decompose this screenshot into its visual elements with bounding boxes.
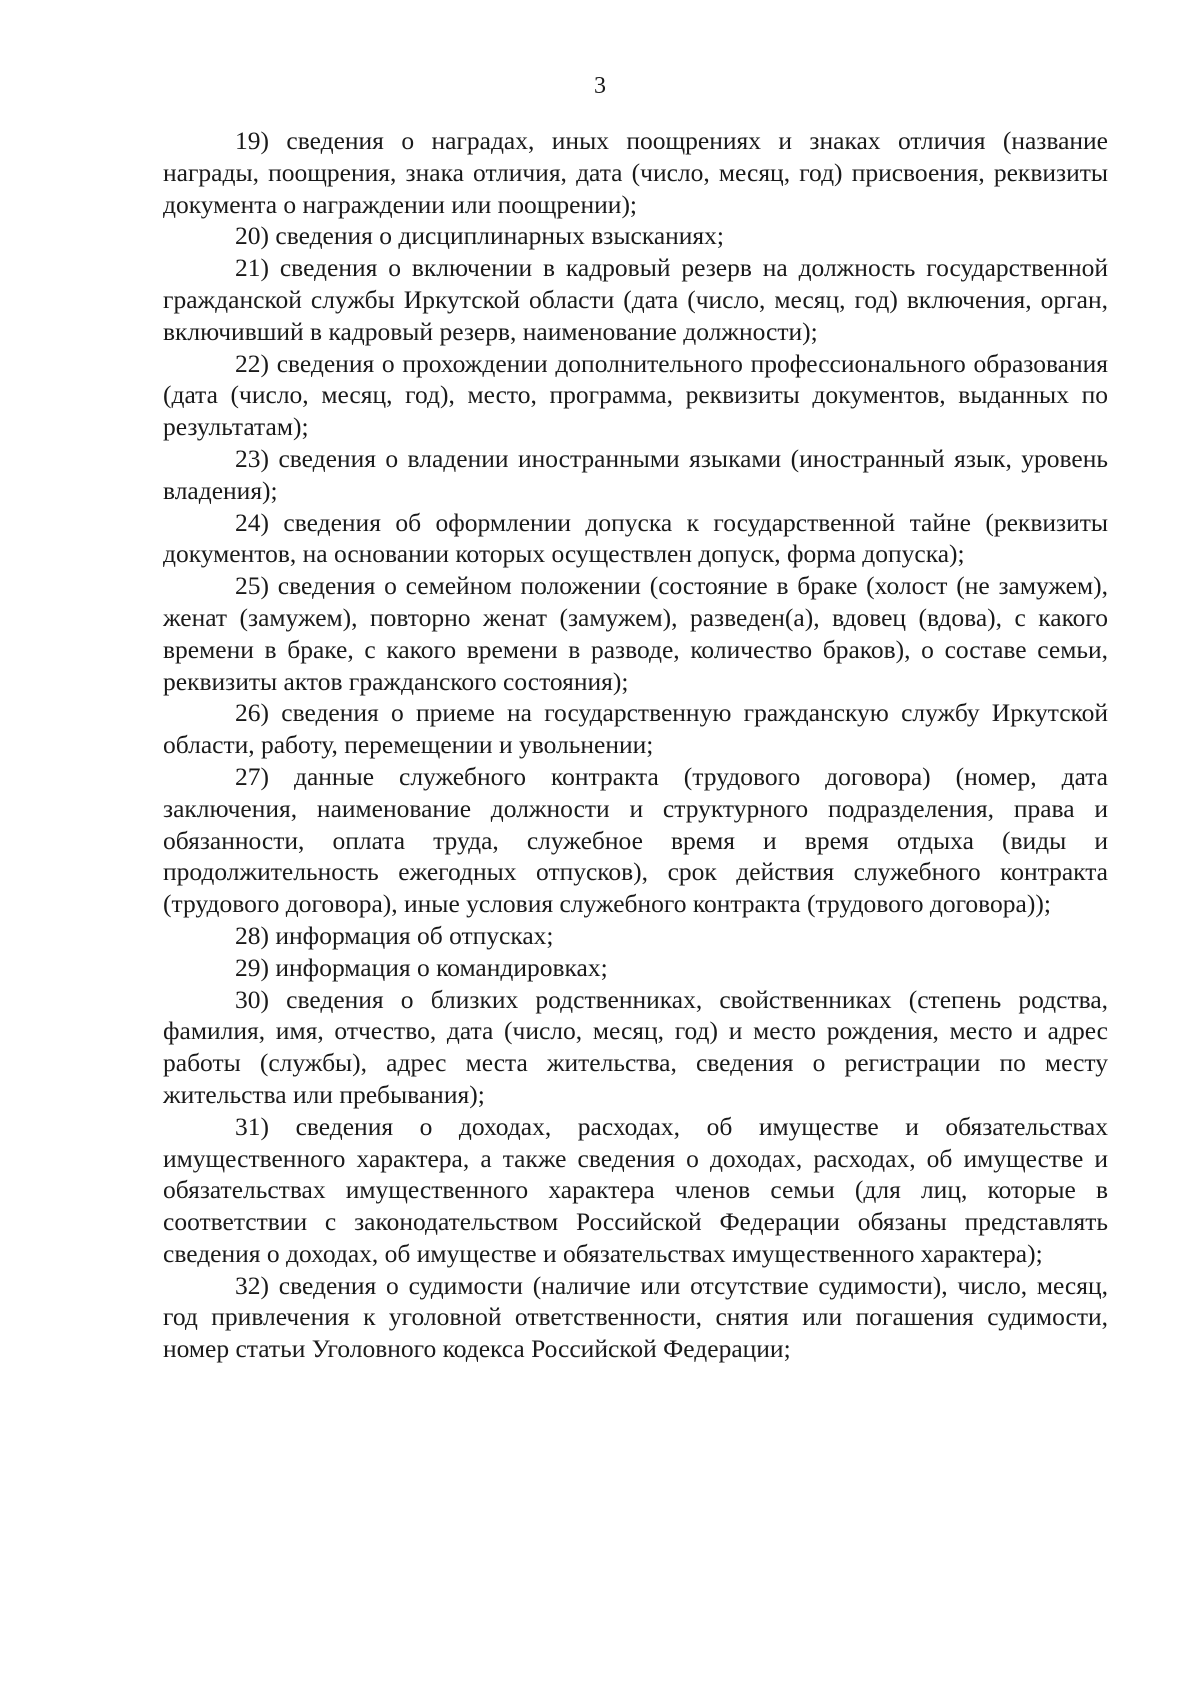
item-text: сведения о семейном положении (состояние в браке (холост (не замужем), женат (замужем), повторно женат (замужем), разведен(а), вдовец (вдова), с какого времени в браке, с какого времени в разводе, количество браков), о составе семьи, реквизиты актов гражданского состояния); <box>163 571 1108 696</box>
item-number: 25) <box>235 571 269 601</box>
item-number: 30) <box>235 984 269 1014</box>
item-number: 26) <box>235 698 269 728</box>
item-text: сведения о доходах, расходах, об имуществе и обязательствах имущественного характера, а также сведения о доходах, расходах, об имуществе и обязательствах имущественного характера членов семьи (для лиц, которые в соответствии с законодательством Российской Федерации обязаны представлять сведения о доходах, об имуществе и обязательствах имущественного характера); <box>163 1111 1108 1268</box>
list-item-21 <box>163 252 1108 347</box>
list-item-32 <box>163 1270 1108 1365</box>
item-text: сведения о включении в кадровый резерв на должность государственной гражданской службы Иркутской области (дата (число, месяц, год) включения, орган, включивший в кадровый резерв, наименование должности); <box>163 253 1109 346</box>
item-text: сведения о приеме на государственную гражданскую службу Иркутской области, работу, перемещении и увольнении; <box>163 698 1109 760</box>
list-item-26 <box>163 697 1108 761</box>
item-text: сведения о наградах, иных поощрениях и знаках отличия (название награды, поощрения, знака отличия, дата (число, месяц, год) присвоения, реквизиты документа о награждении или поощрении); <box>163 126 1109 219</box>
item-text: данные служебного контракта (трудового договора) (номер, дата заключения, наименование должности и структурного подразделения, права и обязанности, оплата труда, служебное время и время отдыха (виды и продолжительность ежегодных отпусков), срок действия служебного контракта (трудового договора), иные условия служебного контракта (трудового договора)); <box>163 761 1108 919</box>
item-text: сведения о владении иностранными языками (иностранный язык, уровень владения); <box>163 443 1108 505</box>
list-item-29 <box>163 952 1108 984</box>
list-item-22 <box>163 348 1108 443</box>
item-text: информация об отпусках; <box>275 920 554 950</box>
list-item-27 <box>163 761 1108 920</box>
list-item-20 <box>163 220 1108 252</box>
item-text: информация о командировках; <box>275 952 608 982</box>
item-number: 32) <box>235 1270 269 1300</box>
list-item-31 <box>163 1111 1108 1270</box>
page-number: 3 <box>594 73 606 99</box>
item-text: сведения о близких родственниках, свойственниках (степень родства, фамилия, имя, отчество, дата (число, месяц, год) и место рождения, место и адрес работы (службы), адрес места жительства, сведения о регистрации по месту жительства или пребывания); <box>163 984 1109 1109</box>
list-item-23 <box>163 443 1108 507</box>
document-body <box>163 125 1108 1365</box>
item-number: 22) <box>235 348 269 378</box>
item-number: 24) <box>235 507 269 537</box>
item-text: сведения об оформлении допуска к государственной тайне (реквизиты документов, на основании которых осуществлен допуск, форма допуска); <box>163 507 1108 569</box>
list-item-28 <box>163 920 1108 952</box>
item-number: 31) <box>235 1111 269 1141</box>
item-text: сведения о прохождении дополнительного профессионального образования (дата (число, месяц, год), место, программа, реквизиты документов, выданных по результатам); <box>163 348 1108 442</box>
item-number: 20) <box>235 221 269 251</box>
list-item-19 <box>163 125 1108 220</box>
item-number: 28) <box>235 920 269 950</box>
list-item-24 <box>163 507 1108 571</box>
item-number: 23) <box>235 443 269 473</box>
list-item-25 <box>163 570 1108 697</box>
list-item-30 <box>163 984 1108 1111</box>
item-number: 29) <box>235 952 269 982</box>
item-number: 27) <box>235 761 269 791</box>
item-number: 21) <box>235 253 269 283</box>
item-text: сведения о дисциплинарных взысканиях; <box>275 221 724 251</box>
item-text: сведения о судимости (наличие или отсутствие судимости), число, месяц, год привлечения к уголовной ответственности, снятия или погашения судимости, номер статьи Уголовного кодекса Российской Федерации; <box>163 1270 1109 1364</box>
item-number: 19) <box>235 126 269 155</box>
